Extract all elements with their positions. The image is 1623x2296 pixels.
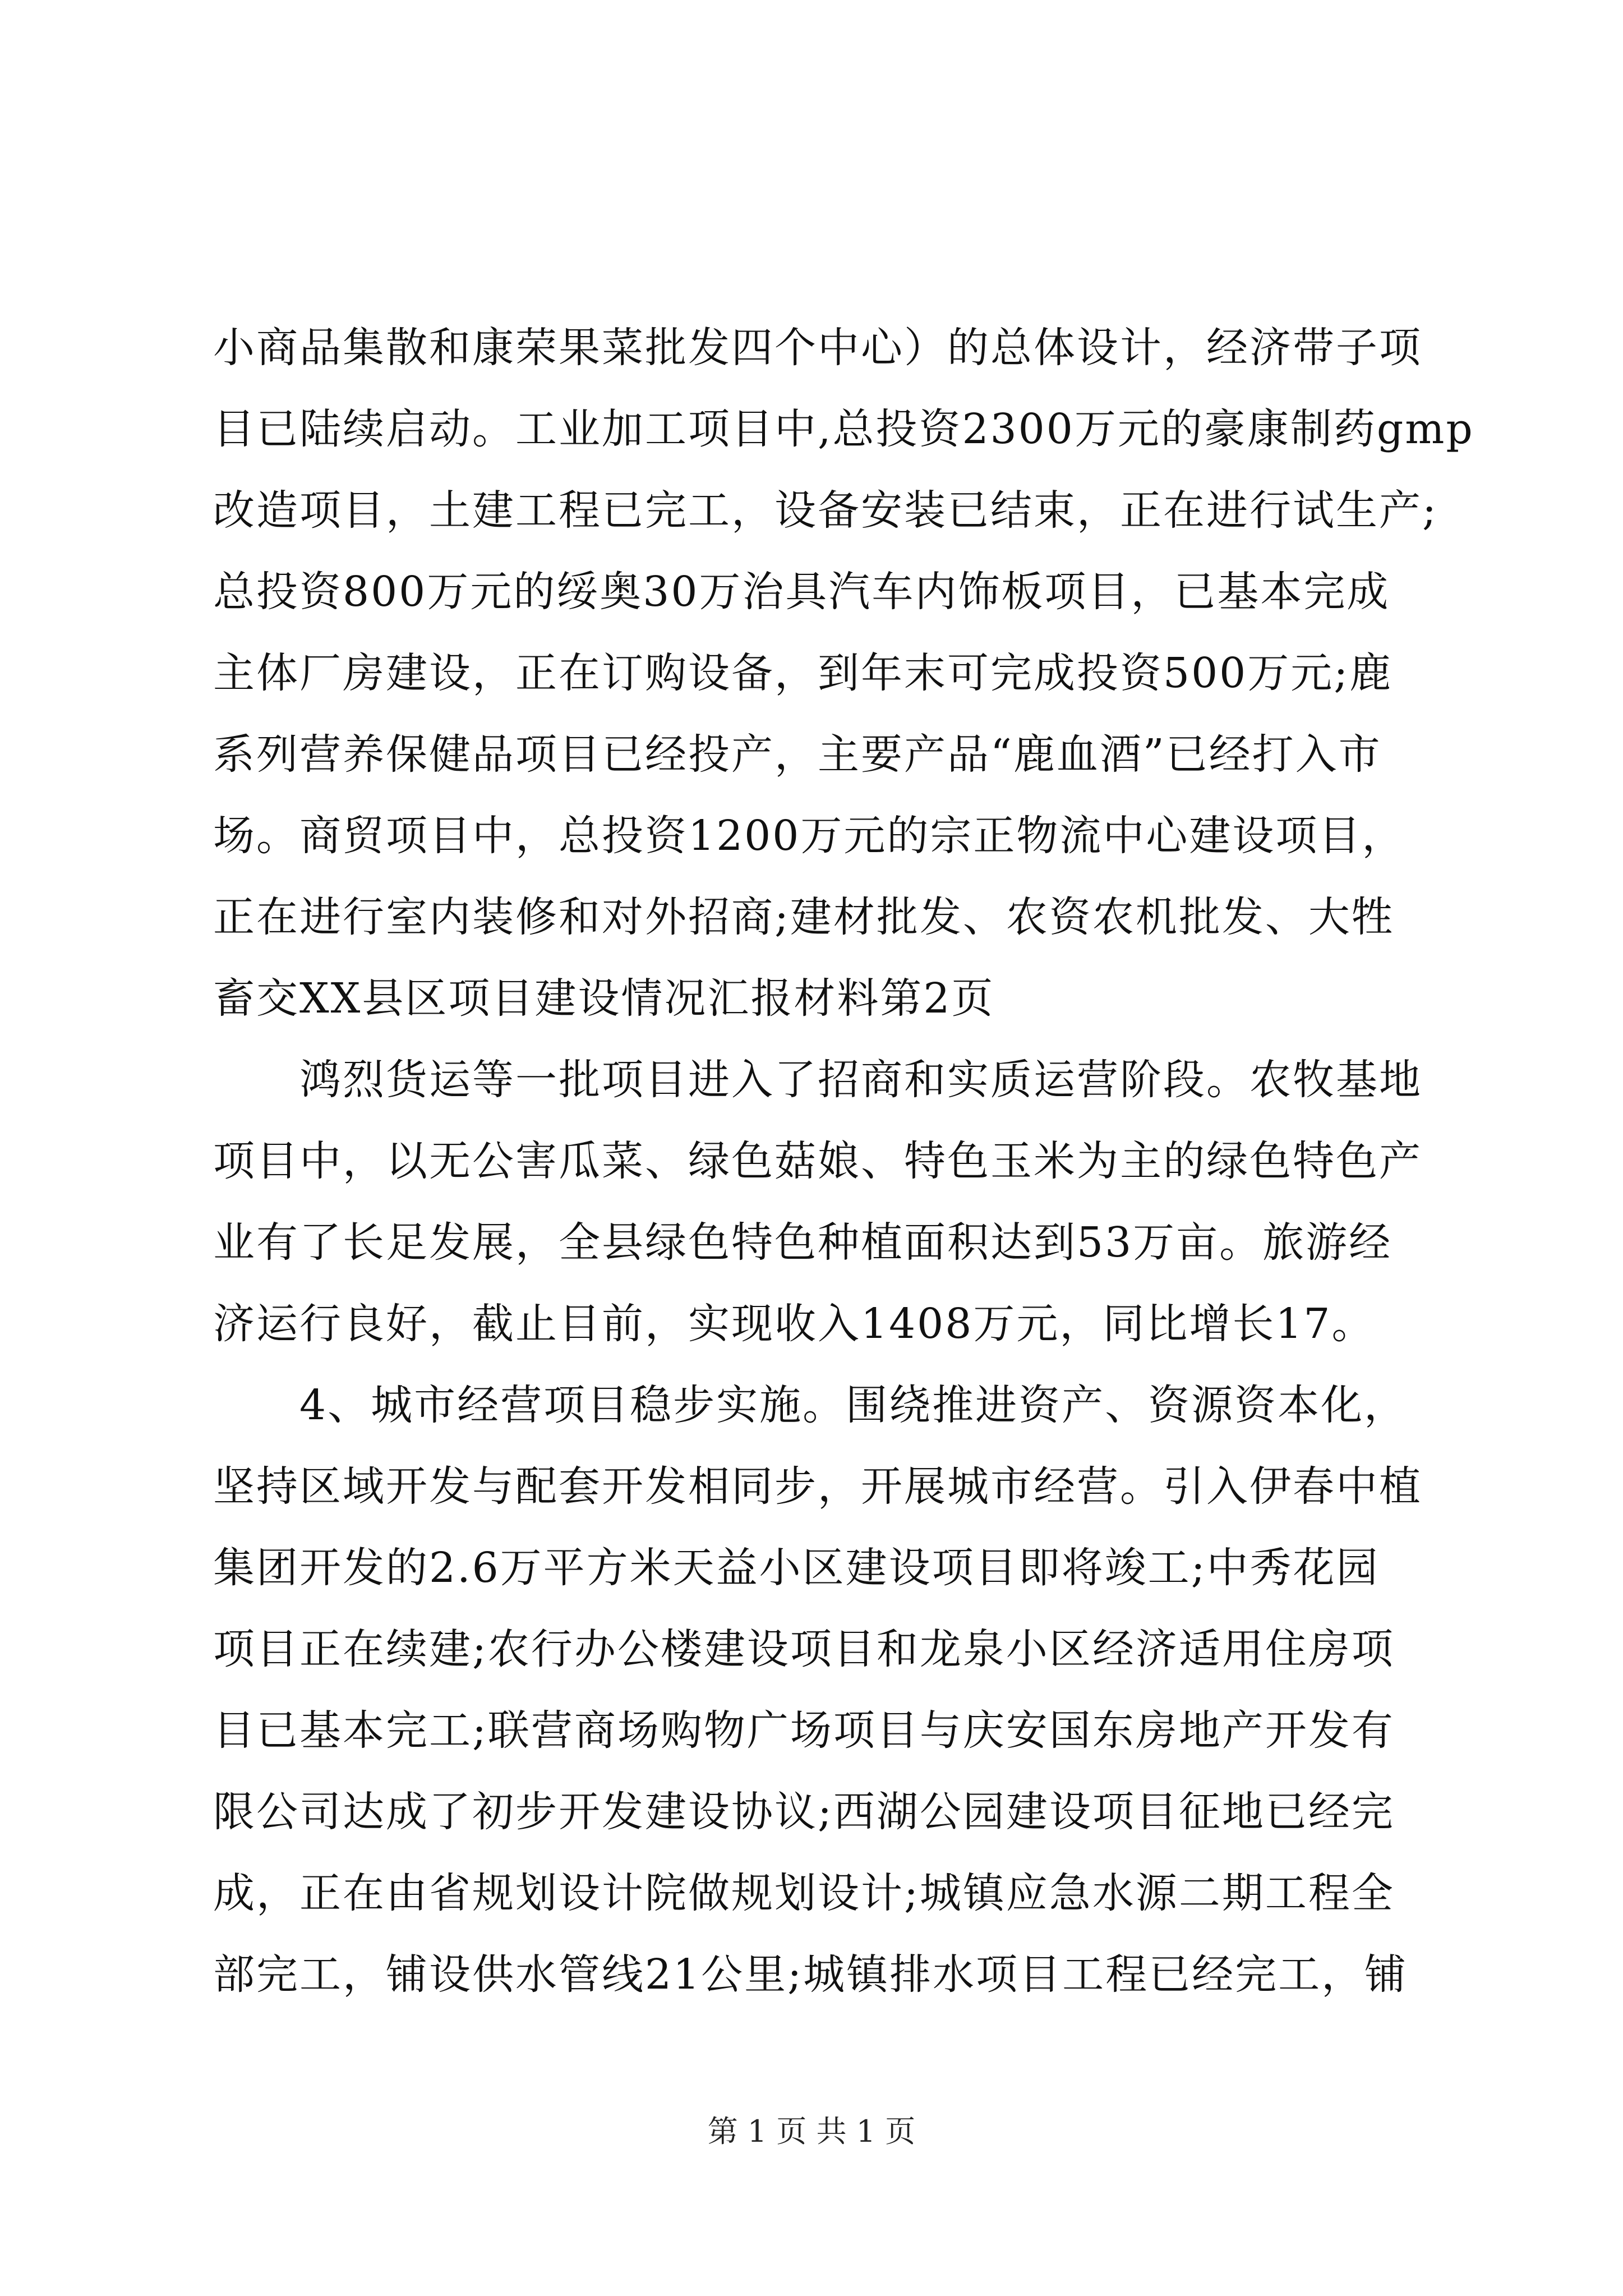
text-line: 成，正在由省规划设计院做规划设计;城镇应急水源二期工程全 [213, 1869, 1395, 1917]
text-line: 限公司达成了初步开发建设协议;西湖公园建设项目征地已经完 [213, 1788, 1395, 1836]
text-line: 集团开发的2.6万平方米天益小区建设项目即将竣工;中秀花园 [213, 1544, 1380, 1592]
text-line: 改造项目，土建工程已完工，设备安装已结束，正在进行试生产; [213, 486, 1438, 535]
text-line: 小商品集散和康荣果菜批发四个中心）的总体设计，经济带子项 [213, 324, 1422, 372]
page-number-label: 第 1 页 共 1 页 [707, 2114, 916, 2149]
text-line: 业有了长足发展，全县绿色特色种植面积达到53万亩。旅游经 [213, 1218, 1393, 1267]
text-line: 系列营养保健品项目已经投产，主要产品“鹿血酒”已经打入市 [213, 730, 1382, 779]
text-line: 目已陆续启动。工业加工项目中,总投资2300万元的豪康制药gmp [213, 405, 1474, 453]
body-text [213, 307, 1474, 2016]
text-line: 场。商贸项目中，总投资1200万元的宗正物流中心建设项目， [213, 812, 1405, 860]
page-footer [0, 2109, 1623, 2154]
text-line: 坚持区域开发与配套开发相同步，开展城市经营。引入伊春中植 [213, 1462, 1422, 1511]
text-line: 主体厂房建设，正在订购设备，到年末可完成投资500万元;鹿 [213, 649, 1393, 697]
text-line: 项目正在续建;农行办公楼建设项目和龙泉小区经济适用住房项 [213, 1625, 1395, 1673]
text-line: 目已基本完工;联营商场购物广场项目与庆安国东房地产开发有 [213, 1706, 1395, 1755]
text-line: 项目中，以无公害瓜菜、绿色菇娘、特色玉米为主的绿色特色产 [213, 1137, 1422, 1185]
text-line: 4、城市经营项目稳步实施。围绕推进资产、资源资本化， [213, 1381, 1408, 1429]
text-line: 济运行良好，截止目前，实现收入1408万元，同比增长17。 [213, 1300, 1375, 1348]
text-line: 畜交XX县区项目建设情况汇报材料第2页 [213, 974, 995, 1023]
text-line: 部完工，铺设供水管线21公里;城镇排水项目工程已经完工，铺 [213, 1950, 1408, 1999]
text-line: 正在进行室内装修和对外招商;建材批发、农资农机批发、大牲 [213, 893, 1395, 941]
text-line: 总投资800万元的绥奥30万治具汽车内饰板项目，已基本完成 [213, 568, 1390, 616]
text-line: 鸿烈货运等一批项目进入了招商和实质运营阶段。农牧基地 [213, 1056, 1422, 1104]
